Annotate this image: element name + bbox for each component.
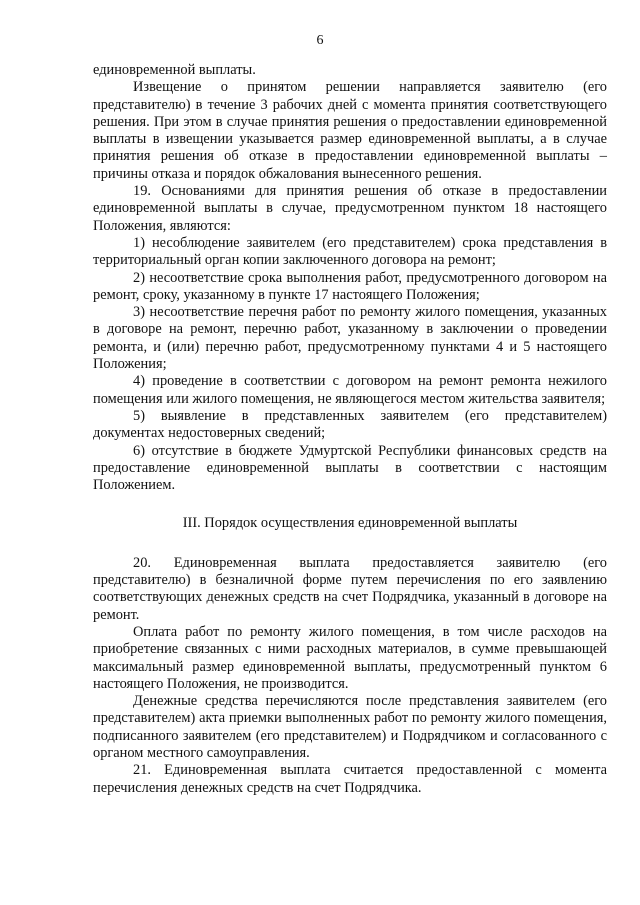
paragraph: 6) отсутствие в бюджете Удмуртской Республики финансовых средств на предоставление единовременной выплаты в соответствии с настоящим Положением. bbox=[93, 442, 607, 494]
paragraph: 2) несоответствие срока выполнения работ, предусмотренного договором на ремонт, сроку, указанному в пункте 17 настоящего Положения; bbox=[93, 269, 607, 303]
paragraph: 19. Основаниями для принятия решения об отказе в предоставлении единовременной выплаты в случае, предусмотренном пунктом 18 настоящего Положения, являются: bbox=[93, 183, 607, 234]
paragraph: Извещение о принятом решении направляется заявителю (его представителю) в течение 3 рабочих дней с момента принятия соответствующего решения. При этом в случае принятия решения о предоставлении единовременной выплаты в извещении указывается размер единовременной выплаты, а в случае принятия решения об отказе в предоставлении единовременной выплаты – причины отказа и порядок обжалования вынесенного решения. bbox=[93, 79, 607, 182]
paragraph: 5) выявление в представленных заявителем (его представителем) документах недостоверных сведений; bbox=[93, 407, 607, 442]
paragraph: 4) проведение в соответствии с договором на ремонт ремонта нежилого помещения или жилого помещения, не являющегося местом жительства заявителя; bbox=[93, 373, 607, 407]
paragraph: Денежные средства перечисляются после представления заявителем (его представителем) акта приемки выполненных работ по ремонту жилого помещения, подписанного заявителем (его представителем) и Подрядчиком и согласованного с органом местного самоуправления. bbox=[93, 693, 607, 761]
page-number: 6 bbox=[316, 33, 324, 48]
paragraphs-bottom bbox=[93, 555, 607, 797]
document-body bbox=[93, 62, 607, 797]
section-heading: III. Порядок осуществления единовременной выплаты bbox=[182, 515, 518, 532]
paragraph: Оплата работ по ремонту жилого помещения, в том числе расходов на приобретение связанных с ними расходных материалов, в сумме превышающей максимальный размер единовременной выплаты, предусмотренный пунктом 6 настоящего Положения, не производится. bbox=[93, 623, 607, 692]
paragraph: 3) несоответствие перечня работ по ремонту жилого помещения, указанных в договоре на ремонт, перечню работ, указанному в заключении о проведении ремонта, и (или) перечню работ, предусмотренному пунктами 4 и 5 настоящего Положения; bbox=[93, 304, 607, 373]
paragraph: 1) несоблюдение заявителем (его представителем) срока представления в территориальный орган копии заключенного договора на ремонт; bbox=[93, 234, 607, 269]
paragraph: 21. Единовременная выплата считается предоставленной с момента перечисления денежных средств на счет Подрядчика. bbox=[93, 762, 607, 796]
paragraph: единовременной выплаты. bbox=[93, 62, 256, 78]
paragraphs-top bbox=[93, 62, 607, 494]
paragraph: 20. Единовременная выплата предоставляется заявителю (его представителю) в безналичной форме путем перечисления по его заявлению соответствующих денежных средств на счет Подрядчика, указанный в договоре на ремонт. bbox=[93, 554, 607, 623]
